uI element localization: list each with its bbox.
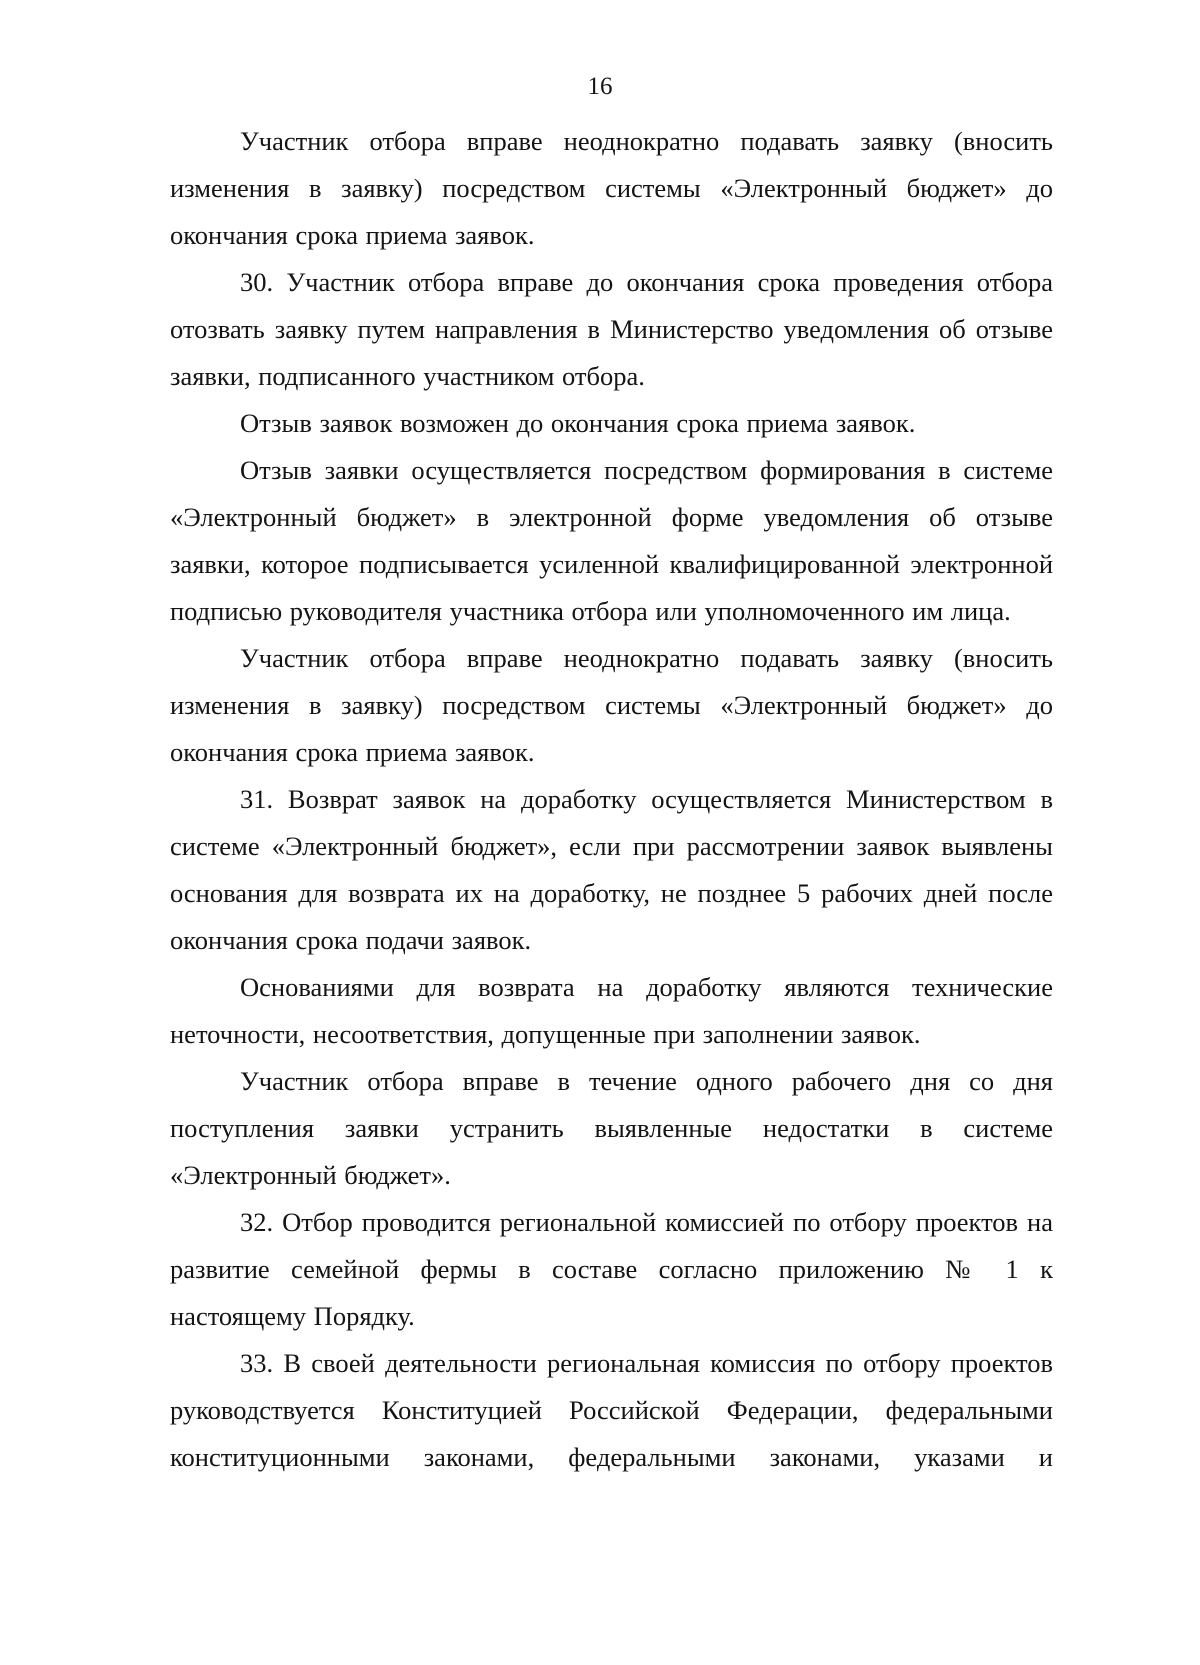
paragraph: Участник отбора вправе в течение одного рабочего дня со дня поступления заявки устранить выявленные недостатки в системе «Электронный бюджет». <box>170 1066 1053 1190</box>
page-number: 16 <box>587 73 613 100</box>
paragraph: Основаниями для возврата на доработку являются технические неточности, несоответствия, допущенные при заполнении заявок. <box>170 972 1053 1049</box>
paragraph: Участник отбора вправе неоднократно подавать заявку (вносить изменения в заявку) посредством системы «Электронный бюджет» до окончания срока приема заявок. <box>170 643 1053 767</box>
paragraph: Отзыв заявки осуществляется посредством формирования в системе «Электронный бюджет» в электронной форме уведомления об отзыве заявки, которое подписывается усиленной квалифицированной электронной подписью руководителя участника отбора или уполномоченного им лица. <box>170 455 1053 626</box>
paragraph: Участник отбора вправе неоднократно подавать заявку (вносить изменения в заявку) посредством системы «Электронный бюджет» до окончания срока приема заявок. <box>170 126 1053 250</box>
paragraph: 32. Отбор проводится региональной комиссией по отбору проектов на развитие семейной фермы в составе согласно приложению № 1 к настоящему Порядку. <box>170 1207 1053 1331</box>
paragraph: Отзыв заявок возможен до окончания срока приема заявок. <box>240 408 916 438</box>
paragraph: 33. В своей деятельности региональная комиссия по отбору проектов руководствуется Конституцией Российской Федерации, федеральными конституционными законами, федеральными законами, указами и <box>170 1348 1053 1472</box>
paragraph: 30. Участник отбора вправе до окончания срока проведения отбора отозвать заявку путем направления в Министерство уведомления об отзыве заявки, подписанного участником отбора. <box>170 267 1053 391</box>
document-body <box>170 118 1053 1481</box>
paragraph: 31. Возврат заявок на доработку осуществляется Министерством в системе «Электронный бюджет», если при рассмотрении заявок выявлены основания для возврата их на доработку, не позднее 5 рабочих дней после окончания срока подачи заявок. <box>170 784 1053 955</box>
